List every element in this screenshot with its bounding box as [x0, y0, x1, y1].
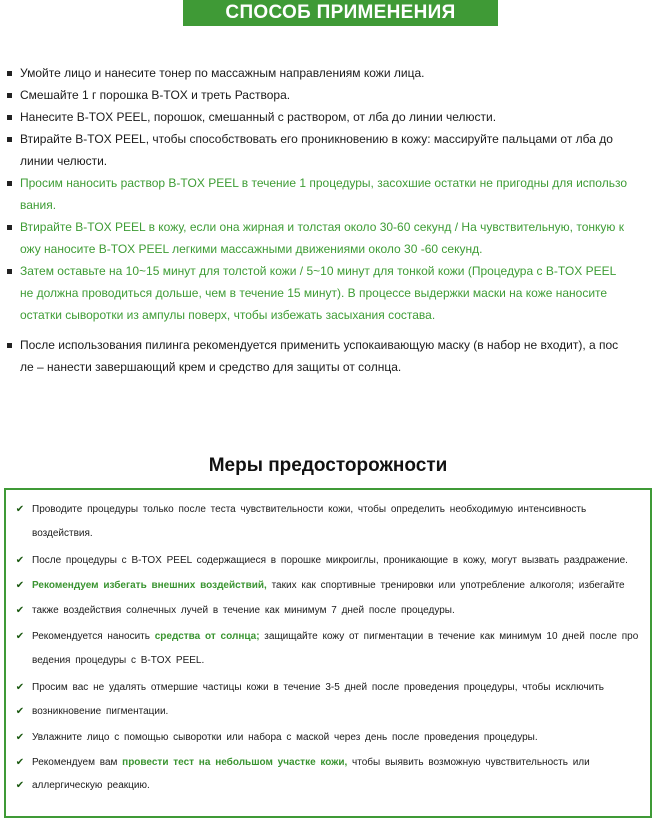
precaution-text: Увлажните лицо с помощью сыворотки или набора с маской через день после проведения процедуры. [32, 732, 538, 743]
step-line: Умойте лицо и нанесите тонер по массажным направлениям кожи лица. [20, 66, 425, 80]
precaution-text: чтобы выявить возможную чувствительность или [347, 757, 590, 768]
precaution-row [0, 649, 656, 673]
precaution-text: ведения процедуры с B-TOX PEEL. [32, 655, 205, 666]
step-line: ле – нанести завершающий крем и средство для защиты от солнца. [20, 360, 402, 374]
precaution-row [0, 700, 656, 724]
precaution-row [0, 522, 656, 546]
step-line: остатки сыворотки из ампулы поверх, чтобы избежать засыхания состава. [20, 308, 436, 322]
step-line: Нанесите B-TOX PEEL, порошок, смешанный с раствором, от лба до линии челюсти. [20, 110, 497, 124]
step-line: Затем оставьте на 10~15 минут для толстой кожи / 5~10 минут для тонкой кожи (Процедура с B-TOX PEEL [20, 264, 617, 278]
precautions-title: Меры предосторожности [208, 455, 448, 476]
bullet-icon [7, 115, 12, 120]
precaution-text: также воздействия солнечных лучей в течение как минимум 7 дней после процедуры. [32, 605, 455, 616]
precaution-row [0, 751, 656, 775]
check-icon: ✔ [15, 605, 25, 616]
precaution-row [0, 774, 656, 798]
bullet-icon [7, 93, 12, 98]
check-icon: ✔ [15, 732, 25, 743]
bullet-icon [7, 181, 12, 186]
precaution-row [0, 625, 656, 649]
bullet-icon [7, 71, 12, 76]
precaution-row [0, 549, 656, 573]
precaution-text: аллергическую реакцию. [32, 780, 150, 791]
check-icon: ✔ [15, 555, 25, 566]
precaution-text: Просим вас не удалять отмершие частицы кожи в течение 3-5 дней после проведения процедуры, чтобы исключить [32, 682, 605, 693]
check-icon: ✔ [15, 757, 25, 768]
precaution-text: Проводите процедуры только после теста чувствительности кожи, чтобы определить необходимую интенсивность [32, 504, 587, 515]
precaution-text: воздействия. [32, 528, 93, 539]
step-line: линии челюсти. [20, 154, 108, 168]
step-line: Втирайте B-TOX PEEL, чтобы способствовать его проникновению в кожу: массируйте пальцами от лба до [20, 132, 613, 146]
precaution-text: возникновение пигментации. [32, 706, 169, 717]
precaution-text: таких как спортивные тренировки или употребление алкоголя; избегайте [266, 580, 625, 591]
check-icon: ✔ [15, 580, 25, 591]
precaution-row [0, 726, 656, 750]
precaution-text: защищайте кожу от пигментации в течение как минимум 10 дней после про [259, 631, 639, 642]
precaution-highlight: провести тест на небольшом участке кожи, [122, 757, 348, 768]
step-line: Втирайте B-TOX PEEL в кожу, если она жирная и толстая около 30-60 секунд / На чувствительную, тонкую к [20, 220, 624, 234]
step-line: Просим наносить раствор B-TOX PEEL в течение 1 процедуры, засохшие остатки не пригодны для использо [20, 176, 627, 190]
check-icon: ✔ [15, 780, 25, 791]
precaution-row [0, 599, 656, 623]
precaution-text: Рекомендуется наносить [32, 631, 155, 642]
step-line: После использования пилинга рекомендуется применить успокаивающую маску (в набор не входит), а пос [20, 338, 619, 352]
bullet-icon [7, 137, 12, 142]
step-line: вания. [20, 198, 57, 212]
check-icon: ✔ [15, 504, 25, 515]
precaution-highlight: Рекомендуем избегать внешних воздействий, [32, 580, 267, 591]
check-icon: ✔ [15, 682, 25, 693]
precaution-text: После процедуры с B-TOX PEEL содержащиеся в порошке микроиглы, проникающие в кожу, могут вызвать раздражение. [32, 555, 628, 566]
bullet-icon [7, 225, 12, 230]
bullet-icon [7, 343, 12, 348]
check-icon: ✔ [15, 706, 25, 717]
precaution-row [0, 574, 656, 598]
step-line: Смешайте 1 г порошка B-TOX и треть Раствора. [20, 88, 291, 102]
precaution-row [0, 498, 656, 522]
precaution-highlight: средства от солнца; [154, 631, 260, 642]
step-line: не должна проводиться дольше, чем в течение 15 минут). В процессе выдержки маски на коже наносите [20, 286, 608, 300]
section-banner: СПОСОБ ПРИМЕНЕНИЯ [183, 0, 498, 26]
check-icon: ✔ [15, 631, 25, 642]
bullet-icon [7, 269, 12, 274]
step-line: ожу наносите B-TOX PEEL легкими массажными движениями около 30 -60 секунд. [20, 242, 483, 256]
precaution-row [0, 676, 656, 700]
precaution-text: Рекомендуем вам [32, 757, 123, 768]
